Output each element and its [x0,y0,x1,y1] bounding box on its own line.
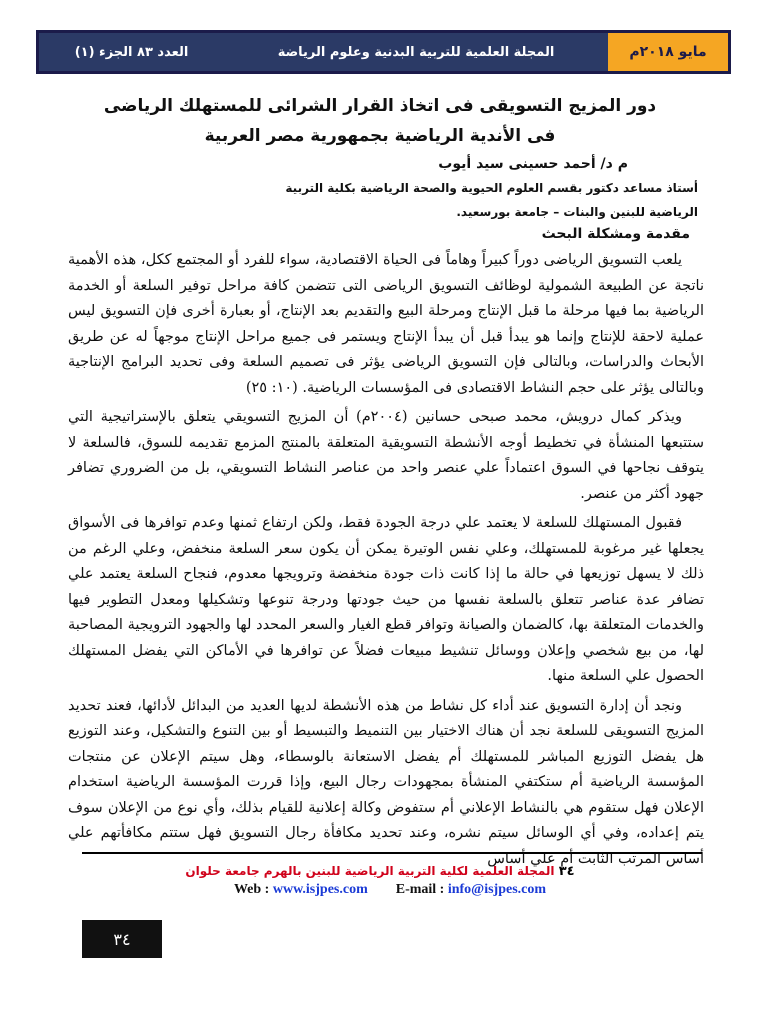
author-affiliation-line1: أستاذ مساعد دكتور بقسم العلوم الحيوية والصحة الرياضية بكلية التربية [285,181,698,195]
author-name: م د/ أحمد حسينى سيد أيوب [438,156,628,172]
author-affiliation-line2: الرياضية للبنين والبنات – جامعة بورسعيد. [456,205,698,219]
journal-name: المجلة العلمية للتربية البدنية وعلوم الرياضة [277,44,555,60]
body-paragraph: فقبول المستهلك للسلعة لا يعتمد علي درجة الجودة فقط، ولكن ارتفاع ثمنها وعدم توافرها فى الأسواق يجعلها غير مرغوبة للمستهلك، وعلي نفس الوتيرة يمكن أن يكون سعر السلعة منخفض، وعلي الرغم من ذلك لا يسهل توزيعها في حالة ما إذا كانت ذات جودة منخفضة وترويجها معدوم، فنجاح السلعة يعتمد علي تضافر عدة عناصر تتعلق بالسلعة نفسها من حيث جودتها ودرجة تنوعها وتشكيلها ومعدل التطوير فيها والخدمات المتعلقة بها، كالضمان والصيانة وتوافر قطع الغيار والسعر المحدد لها والجهود الترويجية المصاحبة لها، من بيع شخصي وإعلان ووسائل تنشيط مبيعات فضلاً عن توافرها في الأماكن التي يفضل المستهلك الحصول علي السلعة منها. [68,515,704,684]
article-title-line1: دور المزيج التسويقى فى اتخاذ القرار الشرائى للمستهلك الرياضى [103,96,657,116]
page-number-box [82,920,162,958]
section-heading: مقدمة ومشكلة البحث [541,226,690,242]
website-link[interactable]: www.isjpes.com [272,882,368,897]
footer-contact [180,882,600,898]
page-number: ٣٤ [113,929,131,949]
issue-date: مايو ٢٠١٨م [608,33,728,71]
email-link[interactable]: info@isjpes.com [447,882,547,897]
issue-number: العدد ٨٣ الجزء (١) [74,44,189,60]
web-label: Web : [233,882,273,897]
body-paragraph: ويذكر كمال درويش، محمد صبحى حسانين (٢٠٠٤م) أن المزيج التسويقي يتعلق بالإستراتيجية التي ستتبعها المنشأة في تخطيط أوجه الأنشطة التسويقية المتعلقة بالمنتج المزمع تقديمه للسوق، فالسلعة لا يتوقف نجاحها في السوق اعتماداً علي عنصر واحد من عناصر النشاط التسويقي، بل من الضروري تضافر جهود أكثر من عنصر. [68,409,704,502]
email-label: E-mail : [395,882,448,897]
article-body [68,248,704,867]
article-title-line2: فى الأندية الرياضية بجمهورية مصر العربية [204,126,556,146]
journal-header [36,30,731,74]
footer-journal-line [150,864,610,879]
body-paragraph: يلعب التسويق الرياضى دوراً كبيراً وهاماً فى الحياة الاقتصادية، سواء للفرد أو المجتمع ككل، هذه الأهمية ناتجة عن الطبيعة الشمولية لوظائف التسويق الرياضى التى تتضمن كافة مراحل توفير السلعة أو الخدمة الرياضية بما فيها مرحلة ما قبل الإنتاج ومرحلة البيع والتقديم بعد الإنتاج، أو بعبارة أخرى فإن التسويق ليس عملية لاحقة للإنتاج وإنما هو يبدأ قبل أن يبدأ الإنتاج ويستمر فى جميع مراحل الإنتاج موجهاً له عن طريق الأبحاث والدراسات، وبالتالى فإن التسويق الرياضى يؤثر فى تصميم السلعة وفى تحديد البرامج الإنتاجية وبالتالى يؤثر على حجم النشاط الاقتصادى فى المؤسسات الرياضية. (١٠: ٢٥) [68,252,704,396]
body-paragraph: ونجد أن إدارة التسويق عند أداء كل نشاط من هذه الأنشطة لديها العديد من البدائل لأدائها، فعند تحديد المزيج التسويقى للسلعة نجد أن هناك الاختيار بين التنميط والتبسيط أو بين التنوع والتشكيل، وعند التوزيع هل يفضل التوزيع المباشر للمستهلك أم يفضل الاستعانة بالوسطاء، وهل سيتم الإعلان عن منتجات المؤسسة الرياضية أم ستكتفي المنشأة بمجهودات رجال البيع، وإذا قررت المؤسسة الرياضية استخدام الإعلان فهل ستقوم هي بالنشاط الإعلاني أم ستفوض وكالة إعلانية للقيام بذلك، وأي نوع من الإعلان سوف يتم إعداده، وفي أي الوسائل سيتم نشره، وعند تحديد مكافأة رجال التسويق فهل ستتم مكافأتهم علي أساس المرتب الثابت أم علي أساس [68,697,704,867]
footer-divider [82,852,702,854]
footer-journal-name: المجلة العلمية لكلية التربية الرياضية للبنين بالهرم جامعة حلوان [185,864,555,878]
footer-page-mark: ٣٤ [558,864,575,879]
